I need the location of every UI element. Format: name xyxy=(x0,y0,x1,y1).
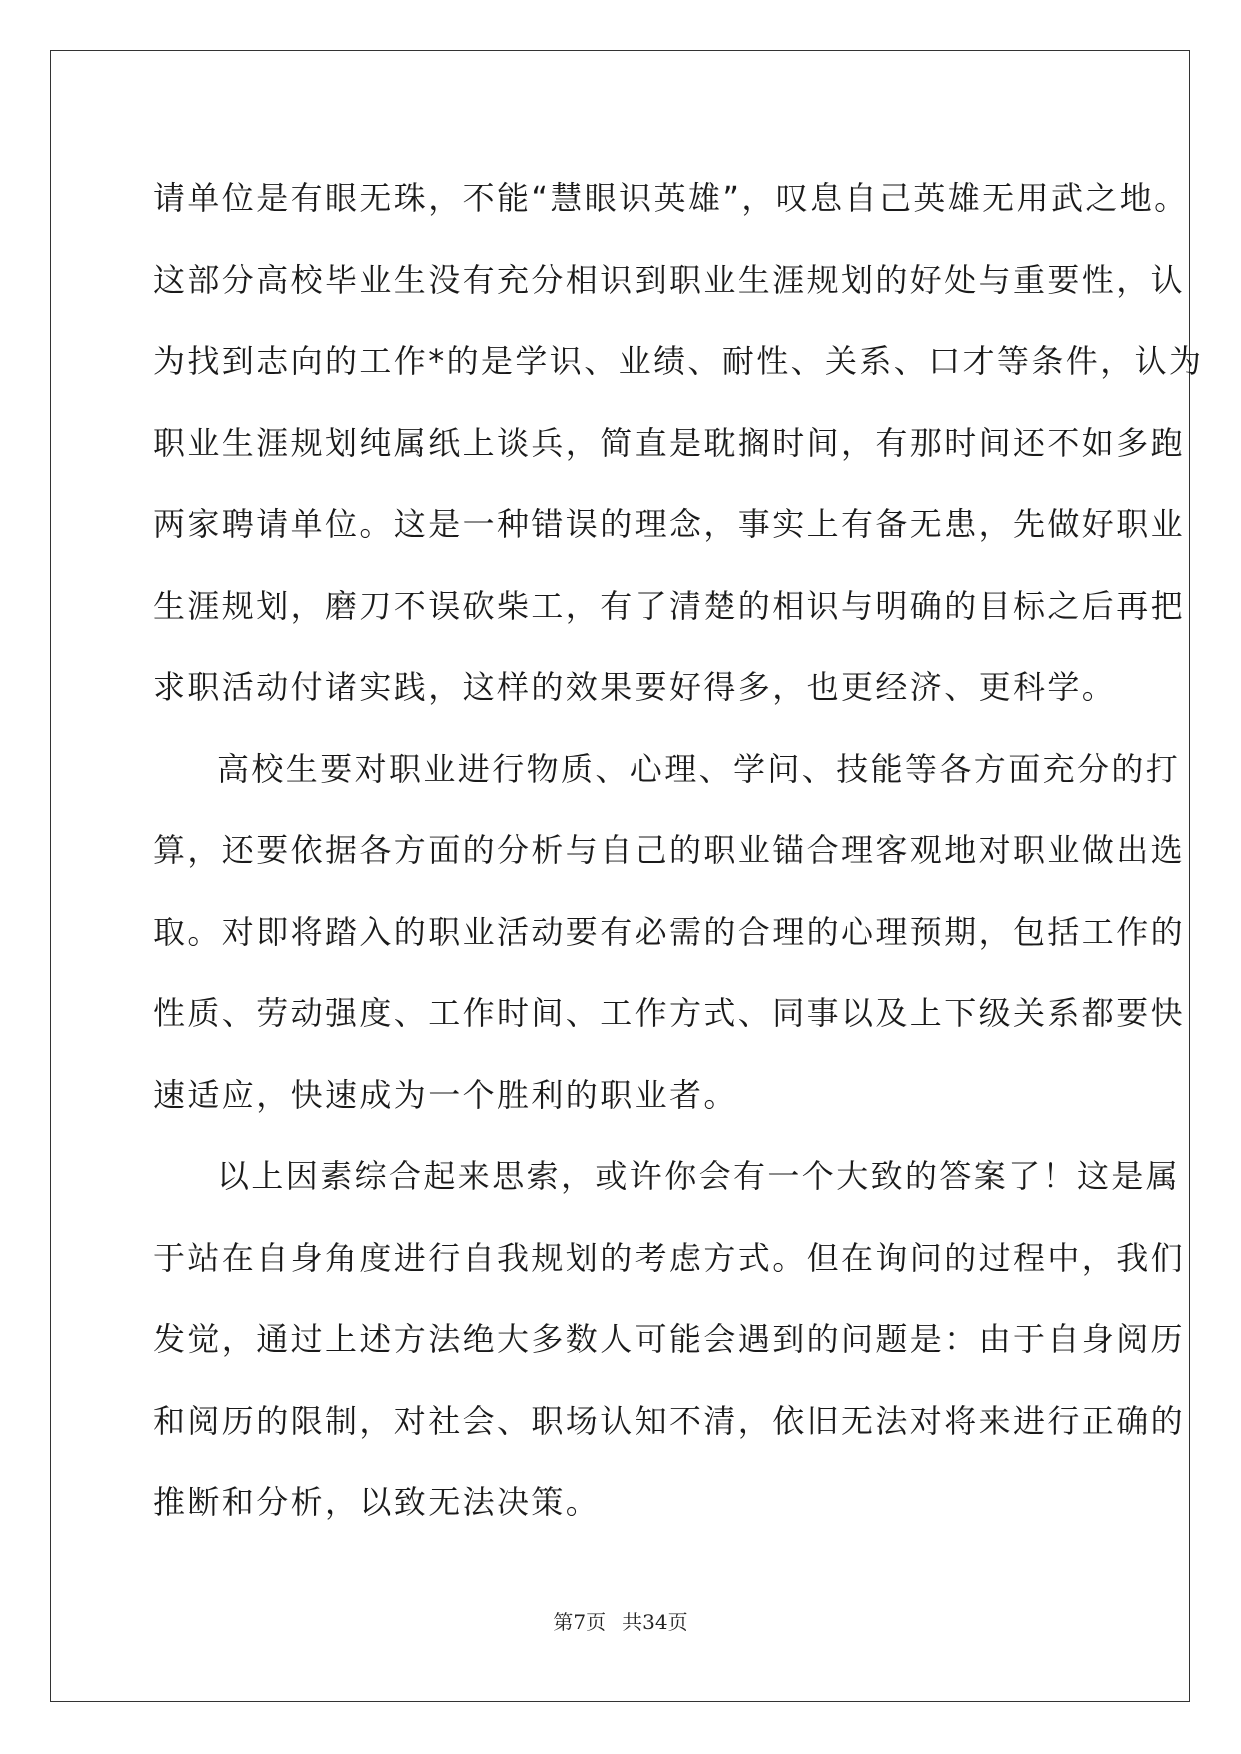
text-line: 发觉，通过上述方法绝大多数人可能会遇到的问题是：由于自身阅历 xyxy=(153,1320,1186,1358)
text-line: 取。对即将踏入的职业活动要有必需的合理的心理预期，包括工作的 xyxy=(153,912,1186,951)
page-number-current: 第7页 xyxy=(553,1610,607,1634)
text-line: 以上因素综合起来思索，或许你会有一个大致的答案了！这是属 xyxy=(217,1157,1181,1195)
text-line: 算，还要依据各方面的分析与自己的职业锚合理客观地对职业做出选 xyxy=(153,831,1186,869)
text-line: 高校生要对职业进行物质、心理、学问、技能等各方面充分的打 xyxy=(217,749,1181,788)
text-line: 职业生涯规划纯属纸上谈兵，简直是耽搁时间，有那时间还不如多跑 xyxy=(153,423,1186,462)
text-line: 和阅历的限制，对社会、职场认知不清，依旧无法对将来进行正确的 xyxy=(153,1401,1186,1440)
text-line: 这部分高校毕业生没有充分相识到职业生涯规划的好处与重要性，认 xyxy=(153,260,1186,299)
text-line: 速适应，快速成为一个胜利的职业者。 xyxy=(153,1075,738,1114)
document-body xyxy=(153,158,1204,1544)
page-number-total: 共34页 xyxy=(622,1610,688,1634)
text-line: 生涯规划，磨刀不误砍柴工，有了清楚的相识与明确的目标之后再把 xyxy=(153,586,1186,625)
text-line: 性质、劳动强度、工作时间、工作方式、同事以及上下级关系都要快 xyxy=(153,994,1186,1032)
text-line: 两家聘请单位。这是一种错误的理念，事实上有备无患，先做好职业 xyxy=(153,505,1186,543)
text-line: 请单位是有眼无珠，不能“慧眼识英雄”，叹息自己英雄无用武之地。 xyxy=(153,179,1189,217)
text-line: 为找到志向的工作*的是学识、业绩、耐性、关系、口才等条件，认为 xyxy=(153,342,1204,380)
text-line: 推断和分析，以致无法决策。 xyxy=(153,1483,601,1521)
text-line: 求职活动付诸实践，这样的效果要好得多，也更经济、更科学。 xyxy=(153,668,1117,706)
page-footer xyxy=(0,1606,1241,1635)
text-line: 于站在自身角度进行自我规划的考虑方式。但在询问的过程中，我们 xyxy=(153,1238,1186,1277)
